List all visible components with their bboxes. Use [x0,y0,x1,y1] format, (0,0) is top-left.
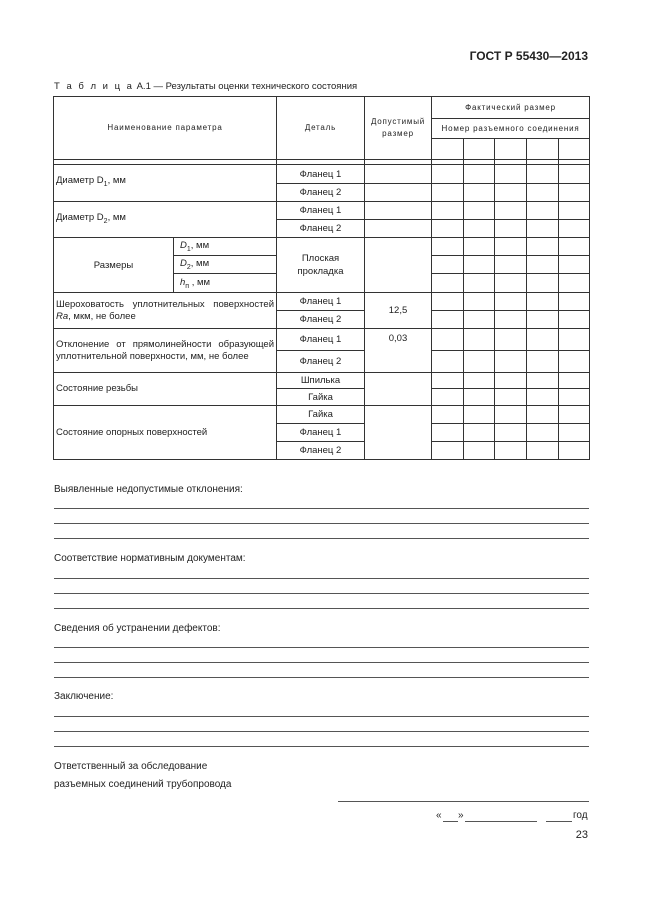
fill-line[interactable] [54,731,589,732]
detail-cell: Гайка [277,406,365,424]
detail-cell: Фланец 1 [277,329,365,351]
fill-line[interactable] [54,593,589,594]
signature-line[interactable] [338,801,589,802]
param-d2: Диаметр $D_2$, мм [54,202,277,238]
param-sizes: Размеры [54,238,174,293]
section-deviations: Выявленные недопустимые отклонения: [54,484,243,495]
fill-line[interactable] [54,608,589,609]
page-number: 23 [575,829,588,841]
allowed-straightness: 0,03 [365,329,432,373]
fill-line[interactable] [54,677,589,678]
fill-line[interactable] [54,538,589,539]
section-elimination: Сведения об устранении дефектов: [54,623,221,634]
responsible-label: Ответственный за обследование разъемных соединений трубопровода [54,761,232,790]
table-row [54,406,590,424]
fill-line[interactable] [54,662,589,663]
table-row [54,202,590,220]
param-straightness: Отклонение от прямолинейности образующей уплотнительной поверхности, мм, не более [54,329,277,373]
param-roughness: Шероховатость уплотнительных поверхностей Ra, мкм, не более [54,293,277,329]
detail-cell: Фланец 1 [277,424,365,442]
fill-line[interactable] [54,523,589,524]
detail-cell: Фланец 1 [277,165,365,184]
date-close-quote: » [458,810,464,821]
fill-line[interactable] [54,716,589,717]
detail-cell: Фланец 2 [277,442,365,460]
allowed-roughness: 12,5 [365,293,432,329]
detail-cell: Гайка [277,389,365,406]
joint-cell [464,139,495,160]
table-row [54,373,590,389]
detail-cell: Фланец 2 [277,351,365,373]
fill-line[interactable] [54,746,589,747]
date-open-quote: « [436,810,442,821]
joint-cell [495,139,527,160]
joint-cell [432,139,464,160]
detail-cell: Фланец 2 [277,184,365,202]
column-header-joint-no: Номер разъемного соединения [432,119,590,139]
table-row [54,165,590,184]
column-header-actual: Фактический размер [432,97,590,119]
assessment-table [53,96,590,460]
document-code: ГОСТ Р 55430—2013 [469,49,588,63]
detail-cell: Шпилька [277,373,365,389]
table-row [54,293,590,311]
fill-line[interactable] [54,578,589,579]
detail-cell: Фланец 1 [277,293,365,311]
param-thread: Состояние резьбы [54,373,277,406]
column-header-param: Наименование параметра [54,97,277,160]
table-row [54,329,590,351]
column-header-allowed: Допустимый размер [365,97,432,160]
sub-param-d1: $D_1$, мм [174,238,277,256]
year-blank[interactable] [546,821,572,822]
detail-cell: Фланец 2 [277,311,365,329]
year-label: год [573,810,588,821]
sub-param-d2: $D_2$, мм [174,256,277,274]
table-row [54,238,590,256]
detail-gasket: Плоская прокладка [277,238,365,293]
param-d1: Диаметр $D_1$, мм [54,165,277,202]
fill-line[interactable] [54,647,589,648]
detail-cell: Фланец 1 [277,202,365,220]
joint-cell [559,139,590,160]
sub-param-hp: $h_п$ , мм [174,274,277,293]
joint-cell [527,139,559,160]
month-blank[interactable] [465,821,537,822]
day-blank[interactable] [443,821,458,822]
fill-line[interactable] [54,508,589,509]
column-header-detail: Деталь [277,97,365,160]
detail-cell: Фланец 2 [277,220,365,238]
section-conclusion: Заключение: [54,691,114,702]
table-caption: Т а б л и ц а А.1 — Результаты оценки технического состояния [54,81,358,92]
section-conformity: Соответствие нормативным документам: [54,553,246,564]
param-support: Состояние опорных поверхностей [54,406,277,460]
